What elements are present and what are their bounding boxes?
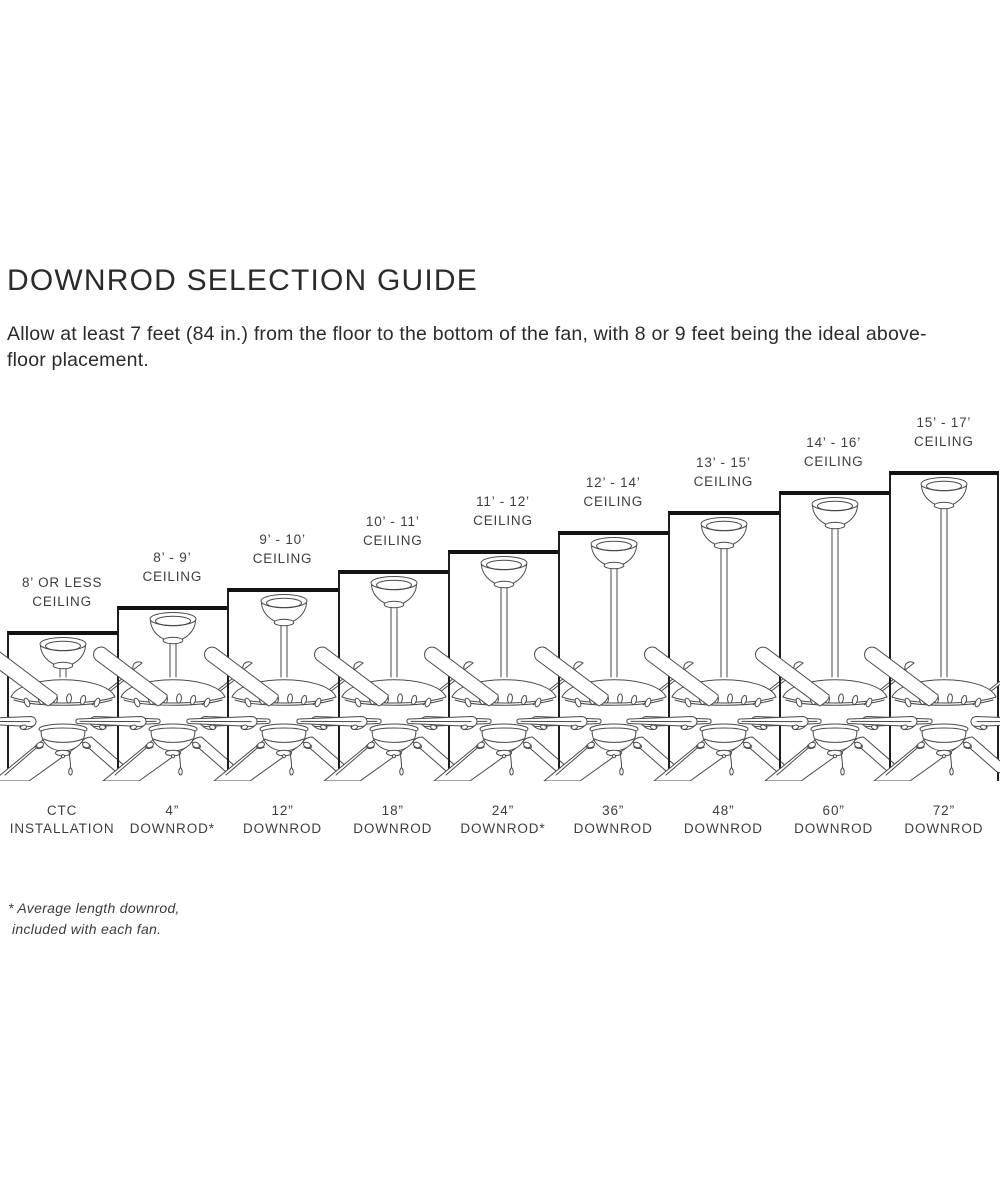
downrod-size: CTC <box>46 803 78 818</box>
downrod-size: 48” <box>712 803 735 818</box>
downrod-word: DOWNROD <box>904 821 984 836</box>
ceiling-label <box>694 453 754 491</box>
fan-panel <box>889 413 999 781</box>
ceiling-label <box>583 473 643 511</box>
ceiling-range: 10’ - 11’ <box>365 514 420 529</box>
downrod-word: DOWNROD <box>353 821 433 836</box>
downrod-label <box>779 802 889 838</box>
ceiling-range: 11’ - 12’ <box>476 494 530 509</box>
ceiling-range: 9’ - 10’ <box>259 532 306 547</box>
ceiling-word: CEILING <box>362 533 423 548</box>
staircase-diagram <box>7 413 999 781</box>
ceiling-label <box>143 548 203 586</box>
ceiling-label <box>22 573 102 611</box>
ceiling-range: 8’ OR LESS <box>21 575 103 590</box>
ceiling-label <box>804 433 864 471</box>
ceiling-word: CEILING <box>693 474 754 489</box>
footnote <box>8 898 1000 940</box>
footnote-line-1: * Average length downrod, <box>8 900 180 916</box>
downrod-size: 72” <box>932 803 955 818</box>
ceiling-fan-illustration <box>844 475 1000 781</box>
downrod-word: DOWNROD* <box>460 821 546 836</box>
downrod-word: INSTALLATION <box>9 821 115 836</box>
ceiling-range: 14’ - 16’ <box>806 435 861 450</box>
ceiling-word: CEILING <box>914 434 974 449</box>
downrod-word: DOWNROD* <box>129 821 215 836</box>
downrod-word: DOWNROD <box>794 821 874 836</box>
ceiling-label <box>914 413 974 451</box>
ceiling-word: CEILING <box>142 569 203 584</box>
page-title: DOWNROD SELECTION GUIDE <box>7 264 478 297</box>
downrod-label <box>338 802 448 838</box>
ceiling-word: CEILING <box>32 594 92 609</box>
downrod-size: 60” <box>822 803 845 818</box>
ceiling-word: CEILING <box>252 551 313 566</box>
ceiling-label <box>253 530 313 568</box>
ceiling-range: 15’ - 17’ <box>916 415 972 430</box>
ceiling-word: CEILING <box>583 494 644 509</box>
ceiling-range: 13’ - 15’ <box>696 455 751 470</box>
ceiling-range: 12’ - 14’ <box>585 475 641 490</box>
ceiling-label <box>363 512 423 550</box>
ceiling-word: CEILING <box>473 513 533 528</box>
downrod-size: 24” <box>491 803 515 818</box>
downrod-label <box>227 802 337 838</box>
ceiling-box <box>889 471 999 781</box>
downrod-size: 36” <box>602 803 625 818</box>
downrod-word: DOWNROD <box>683 821 763 836</box>
downrod-word: DOWNROD <box>243 821 323 836</box>
downrod-label <box>7 802 117 838</box>
downrod-size: 18” <box>381 803 404 818</box>
downrod-label <box>558 802 668 838</box>
downrod-labels-row <box>7 802 999 838</box>
downrod-label <box>448 802 558 838</box>
downrod-label <box>668 802 778 838</box>
ceiling-range: 8’ - 9’ <box>153 550 192 565</box>
downrod-size: 4” <box>165 803 180 818</box>
ceiling-label <box>473 492 533 530</box>
intro-text: Allow at least 7 feet (84 in.) from the floor to the bottom of the fan, with 8 or 9 feet being the ideal above-floor placement. <box>7 323 927 371</box>
ceiling-word: CEILING <box>803 454 864 469</box>
downrod-label <box>117 802 227 838</box>
downrod-label <box>889 802 999 838</box>
footnote-line-2: included with each fan. <box>12 921 162 937</box>
downrod-word: DOWNROD <box>573 821 653 836</box>
downrod-size: 12” <box>271 803 294 818</box>
